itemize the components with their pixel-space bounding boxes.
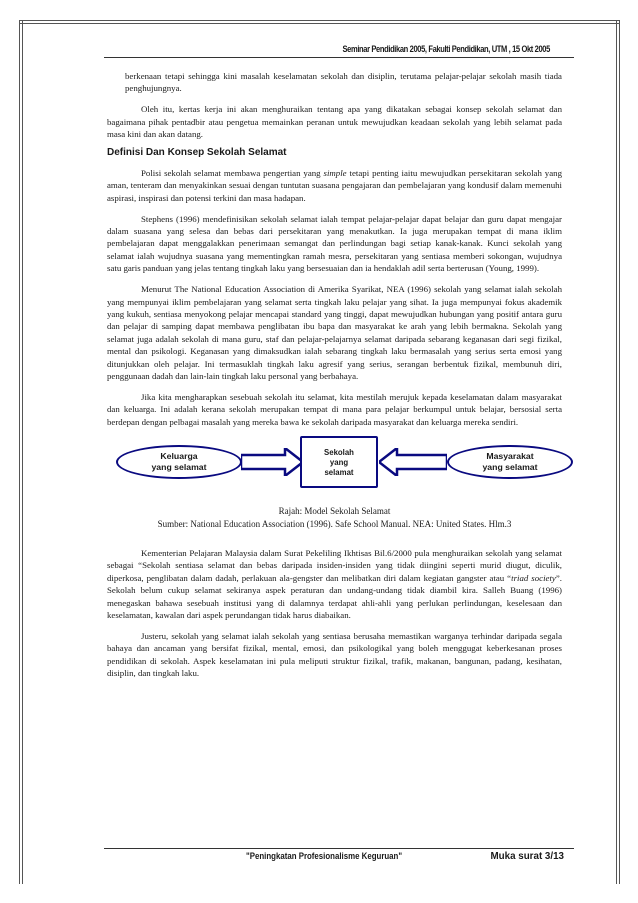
page-number: Muka surat 3/13 xyxy=(490,851,564,862)
document-body xyxy=(107,70,562,680)
safe-school-diagram xyxy=(107,436,562,499)
page-header: Seminar Pendidikan 2005, Fakulti Pendidikan, UTM , 15 Okt 2005 xyxy=(342,44,550,54)
header-rule xyxy=(104,57,574,58)
node-masyarakat: Masyarakat yang selamat xyxy=(447,445,573,479)
paragraph-nea: Menurut The National Education Association di Amerika Syarikat, NEA (1996) sekolah yang selamat ialah sekolah yang mempunyai iklim pembelajaran yang selamat serta tingkah laku pelajar yang sihat. Ia juga mempunyai fokus akademik yang kukuh, sentiasa menyokong pelajar mencapai standard yang tinggi, dapat mewujudkan hubungan yang positif antara guru dan pelajar di samping dapat membawa penglibatan ibu bapa dan masyarakat ke arah yang lebih bermakna. Sekolah yang selamat juga adalah sekolah di mana guru, staf dan pelajar-pelajarnya selamat daripada sebarang keganasan dari segi fizikal, mental dan psikologi. Keganasan yang dimaksudkan ialah sebarang tingkah laku bermasalah yang serius serta emosi yang ditunjukkan oleh pelajar. Ini termasuklah tingkah laku agresif yang serius, serangan berbentuk fizikal, membunuh diri, penggunaan dadah dan lain-lain tingkah laku personal yang berbahaya. xyxy=(107,284,562,382)
section-heading: Definisi Dan Konsep Sekolah Selamat xyxy=(107,146,287,158)
figure-source: Sumber: National Education Association (1996). Safe School Manual. NEA: United States. Hlm.3 xyxy=(157,518,512,529)
figure-caption: Rajah: Model Sekolah Selamat xyxy=(278,506,391,517)
node-sekolah: Sekolah yang selamat xyxy=(300,436,378,488)
paragraph-justeru: Justeru, sekolah yang selamat ialah sekolah yang sentiasa berusaha memastikan warganya terhindar daripada segala bahaya dan ancaman yang bersifat fizikal, mental, emosi, dan psikologikal yang boleh menggugat keberkesanan proses pendidikan di sekolah. Aspek keselamatan ini pula meliputi struktur fizikal, trafik, makanan, bangunan, padang, kesihatan, disiplin, dan tingkah laku. xyxy=(107,630,562,679)
paragraph-intro: Oleh itu, kertas kerja ini akan menghuraikan tentang apa yang dikatakan sebagai konsep sekolah selamat dan bagaimana pihak pentadbir atau pengetua memainkan peranan untuk mewujudkan keadaan sekolah yang lebih selamat pada masa kini dan akan datang. xyxy=(107,104,562,140)
paragraph-polisi: Polisi sekolah selamat membawa pengertian yang simple tetapi penting iaitu mewujudkan persekitaran sekolah yang aman, tenteram dan menyakinkan sesuai dengan tuntutan suasana pengajaran dan pembelajaran yang kondusif dalam memenuhi aspirasi, inspirasi dan potensi terkini dan masa hadapan. xyxy=(107,167,562,203)
footer-rule xyxy=(104,848,574,849)
arrow-right-icon xyxy=(241,448,303,476)
footer-title: "Peningkatan Profesionalisme Keguruan" xyxy=(246,851,403,862)
paragraph-stephens: Stephens (1996) mendefinisikan sekolah selamat ialah tempat pelajar-pelajar dapat belajar dan guru dapat mengajar dalam suasana yang selesa dan bebas dari persekitaran yang menakutkan. Ia juga merupakan tempat di mana iklim pembelajaran dapat menggalakkan penerimaan semangat dan perlindungan bagi setiap kanak-kanak. Kunci sekolah yang selamat ialah wujudnya suasana yang mementingkan ramah mesra, persekitaran yang sentiasa memberi sokongan, wujudnya satu garis panduan yang jelas tentang tingkah laku yang bersesuaian dan ia hendaklah adil serta berterusan (Young, 1999). xyxy=(107,213,562,274)
paragraph-jika: Jika kita mengharapkan sesebuah sekolah itu selamat, kita mestilah merujuk kepada keselamatan dalam masyarakat dan keluarga. Ini adalah kerana sekolah merupakan tempat di mana para pelajar berkumpul untuk belajar, bersosial serta berdepan dengan pelbagai masalah yang mereka bawa ke sekolah daripada masyarakat dan keluarga mereka sendiri. xyxy=(107,391,562,427)
paragraph-kementerian: Kementerian Pelajaran Malaysia dalam Surat Pekeliling Ikhtisas Bil.6/2000 pula menghuraikan sekolah yang selamat sebagai “Sekolah sentiasa selamat dan bebas daripada insiden-insiden yang tidak diingini seperti murid diugut, diculik, diperkosa, penglibatan dalam dadah, perlakuan ala-gengster dan melibatkan diri dalam kegiatan gangster atau “triad society”. Sekolah belum cukup selamat sekiranya aspek peraturan dan undang-undang tidak diambil kira. Salleh Buang (1996) menegaskan bahawa sesebuah institusi yang di dalamnya terdapat ahli-ahli yang perlukan perlindungan, keselesaan dan keselamatan, kawalan dari aspek perundangan tidak harus diabaikan. xyxy=(107,547,562,620)
arrow-left-icon xyxy=(379,448,447,476)
node-keluarga: Keluarga yang selamat xyxy=(116,445,242,479)
paragraph-continuation: berkenaan tetapi sehingga kini masalah keselamatan sekolah dan disiplin, terutama pelajar-pelajar sekolah masih tiada penghujungnya. xyxy=(125,71,562,94)
